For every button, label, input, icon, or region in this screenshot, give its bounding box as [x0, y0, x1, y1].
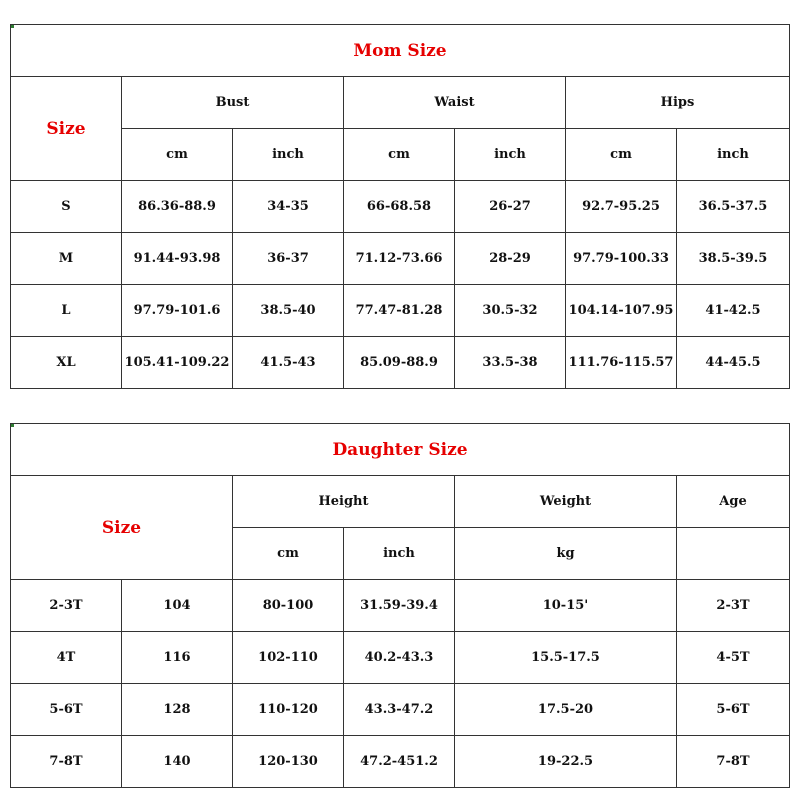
table-cell: 105.41-109.22	[122, 337, 233, 389]
table-row	[11, 233, 790, 285]
table-cell: 41.5-43	[233, 337, 344, 389]
table-cell: 128	[122, 684, 233, 736]
table-cell: 77.47-81.28	[344, 285, 455, 337]
table-row	[11, 181, 790, 233]
table-cell: 36-37	[233, 233, 344, 285]
table-cell: 71.12-73.66	[344, 233, 455, 285]
table-row	[11, 684, 790, 736]
table-cell: 17.5-20	[455, 684, 677, 736]
unit-header-empty	[677, 528, 790, 580]
weight-header: Weight	[455, 476, 677, 528]
table-cell: 140	[122, 736, 233, 788]
table-cell: 97.79-101.6	[122, 285, 233, 337]
size-header: Size	[11, 476, 233, 580]
daughter-size-table	[10, 423, 790, 788]
table-cell: 110-120	[233, 684, 344, 736]
unit-header: cm	[566, 129, 677, 181]
unit-header: kg	[455, 528, 677, 580]
height-header: Height	[233, 476, 455, 528]
hips-header: Hips	[566, 77, 790, 129]
table-cell: 38.5-40	[233, 285, 344, 337]
table-cell: 10-15'	[455, 580, 677, 632]
table-title-row	[11, 424, 790, 476]
bust-header: Bust	[122, 77, 344, 129]
table-cell: 43.3-47.2	[344, 684, 455, 736]
unit-header: inch	[677, 129, 790, 181]
table-cell: 92.7-95.25	[566, 181, 677, 233]
table-cell: 34-35	[233, 181, 344, 233]
table-cell: 120-130	[233, 736, 344, 788]
table-cell: 38.5-39.5	[677, 233, 790, 285]
unit-header-row	[11, 129, 790, 181]
table-cell: 85.09-88.9	[344, 337, 455, 389]
unit-header: cm	[344, 129, 455, 181]
table-cell: 97.79-100.33	[566, 233, 677, 285]
size-cell: S	[11, 181, 122, 233]
unit-header: cm	[233, 528, 344, 580]
table-cell: 102-110	[233, 632, 344, 684]
table-cell: 28-29	[455, 233, 566, 285]
mom-size-title: Mom Size	[11, 25, 790, 77]
table-cell: 7-8T	[677, 736, 790, 788]
table-cell: 44-45.5	[677, 337, 790, 389]
table-row	[11, 736, 790, 788]
unit-header: inch	[455, 129, 566, 181]
table-cell: 33.5-38	[455, 337, 566, 389]
table-cell: 116	[122, 632, 233, 684]
table-cell: 86.36-88.9	[122, 181, 233, 233]
daughter-size-title: Daughter Size	[11, 424, 790, 476]
table-cell: 47.2-451.2	[344, 736, 455, 788]
size-header: Size	[11, 77, 122, 181]
size-cell: 2-3T	[11, 580, 122, 632]
table-cell: 36.5-37.5	[677, 181, 790, 233]
size-cell: XL	[11, 337, 122, 389]
table-cell: 2-3T	[677, 580, 790, 632]
table-cell: 91.44-93.98	[122, 233, 233, 285]
table-row	[11, 580, 790, 632]
table-cell: 31.59-39.4	[344, 580, 455, 632]
unit-header: inch	[344, 528, 455, 580]
table-cell: 104.14-107.95	[566, 285, 677, 337]
table-cell: 104	[122, 580, 233, 632]
table-row	[11, 632, 790, 684]
table-cell: 40.2-43.3	[344, 632, 455, 684]
table-cell: 15.5-17.5	[455, 632, 677, 684]
table-cell: 111.76-115.57	[566, 337, 677, 389]
mom-size-table	[10, 24, 790, 389]
group-header-row	[11, 476, 790, 528]
size-cell: 4T	[11, 632, 122, 684]
table-cell: 5-6T	[677, 684, 790, 736]
group-header-row	[11, 77, 790, 129]
size-cell: L	[11, 285, 122, 337]
table-title-row	[11, 25, 790, 77]
unit-header: inch	[233, 129, 344, 181]
table-cell: 30.5-32	[455, 285, 566, 337]
age-header: Age	[677, 476, 790, 528]
size-cell: M	[11, 233, 122, 285]
size-cell: 5-6T	[11, 684, 122, 736]
table-cell: 4-5T	[677, 632, 790, 684]
unit-header: cm	[122, 129, 233, 181]
size-cell: 7-8T	[11, 736, 122, 788]
table-cell: 26-27	[455, 181, 566, 233]
table-row	[11, 285, 790, 337]
table-row	[11, 337, 790, 389]
table-cell: 66-68.58	[344, 181, 455, 233]
table-cell: 80-100	[233, 580, 344, 632]
waist-header: Waist	[344, 77, 566, 129]
table-cell: 41-42.5	[677, 285, 790, 337]
table-cell: 19-22.5	[455, 736, 677, 788]
